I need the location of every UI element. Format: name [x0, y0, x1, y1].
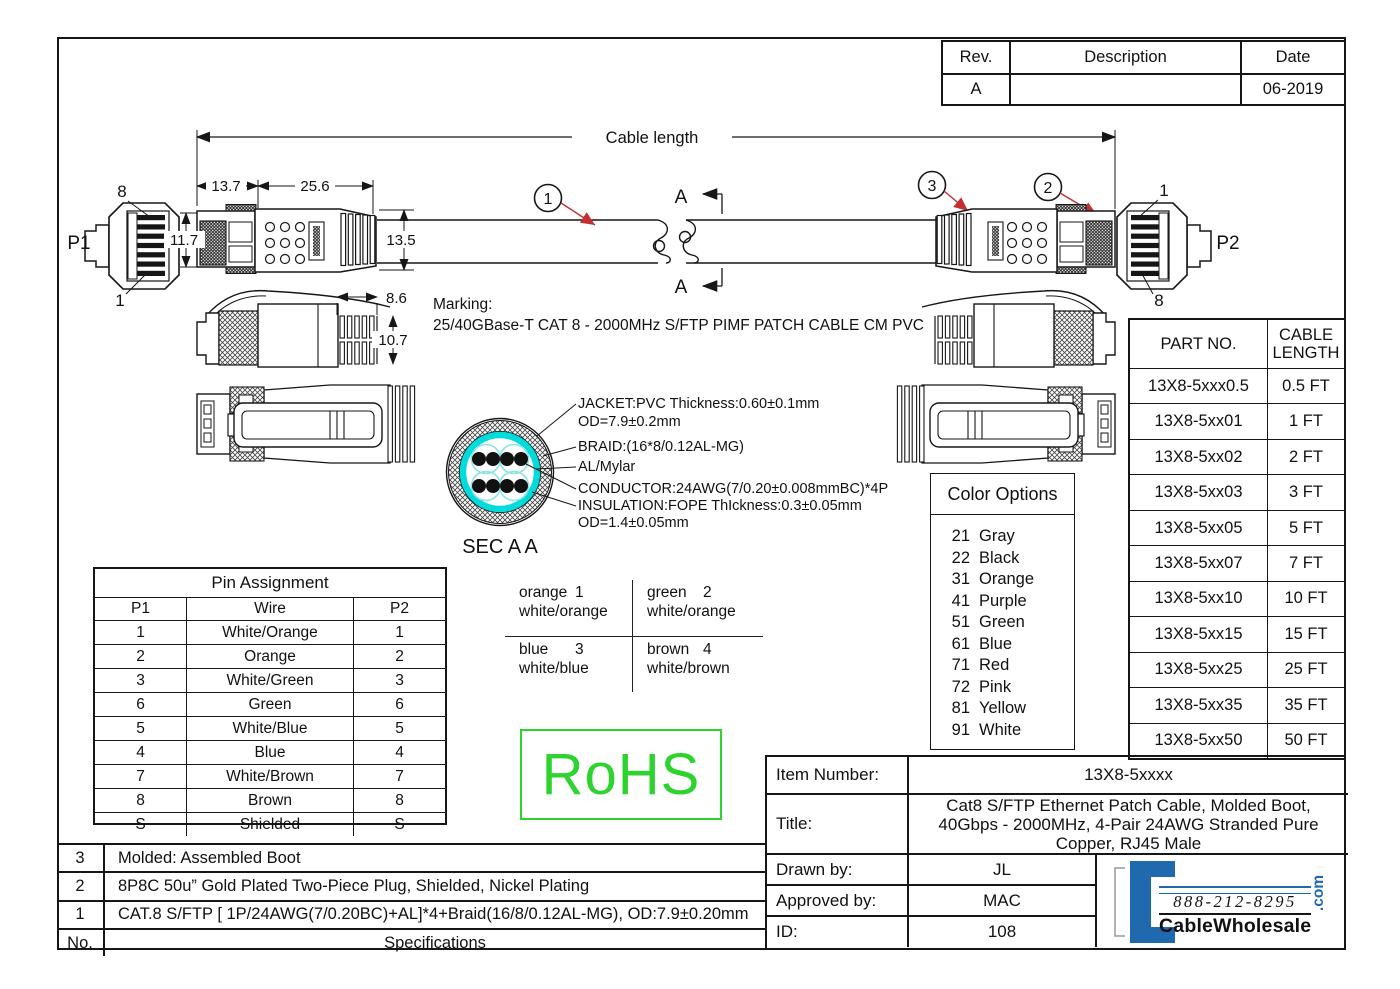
pin-row: [95, 693, 445, 717]
part-number-cell: 13X8-5xx10: [1130, 581, 1268, 616]
cable-length-cell: 1 FT: [1268, 403, 1344, 438]
pin-assignment-body: [95, 621, 445, 836]
pin-row: [95, 813, 445, 836]
color-option-name: Gray: [979, 527, 1015, 546]
dim-11-7: 11.7: [169, 232, 199, 249]
boot-bottom-view-left: [197, 385, 415, 463]
pin-cell: 2: [354, 645, 445, 669]
cable-length-dimension: [197, 127, 1115, 209]
color-option-code: 22: [951, 548, 970, 567]
color-option: [948, 634, 1074, 656]
section-a-top: A: [674, 187, 688, 208]
pin-cell: Shielded: [187, 813, 354, 836]
pin-cell: 7: [354, 765, 445, 789]
shield-ring: [463, 435, 537, 509]
p1-column-header: P1: [95, 598, 187, 621]
cablewholesale-logo: [1097, 855, 1348, 947]
spec-description: 8P8C 50u” Gold Plated Two-Piece Plug, Shielded, Nickel Plating: [118, 876, 590, 895]
pin-cell: White/Brown: [187, 765, 354, 789]
spec-number: No.: [57, 930, 105, 956]
id-label: ID:: [767, 915, 907, 947]
item-number-value: 13X8-5xxxx: [907, 757, 1348, 793]
pin-row: [95, 789, 445, 813]
wire-pair-color: brown: [647, 641, 690, 658]
wire-pair-color: orange: [519, 584, 568, 601]
part-number-cell: 13X8-5xx35: [1130, 687, 1268, 722]
logo-name: CableWholesale: [1159, 915, 1312, 937]
color-options-title: Color Options: [931, 474, 1074, 515]
cable-length-cell: 3 FT: [1268, 474, 1344, 509]
wire-pair-mate: white/orange: [647, 603, 736, 620]
date-header: Date: [1240, 42, 1344, 73]
cable-length-header: CABLE LENGTH: [1272, 326, 1340, 362]
pin-cell: 4: [95, 741, 187, 765]
spec-row: [57, 902, 765, 930]
marking: [433, 296, 924, 334]
date-value: 06-2019: [1240, 73, 1344, 104]
pin-cell: White/Orange: [187, 621, 354, 645]
color-option: [948, 677, 1074, 699]
pin-cell: 4: [354, 741, 445, 765]
cross-section-callouts: [526, 396, 888, 531]
dim-8-6: 8.6: [386, 290, 407, 307]
pin-cell: S: [95, 813, 187, 836]
pin-row: [95, 669, 445, 693]
pin-row: [95, 765, 445, 789]
color-option-code: 81: [951, 699, 970, 718]
part-number-cell: 13X8-5xx25: [1130, 652, 1268, 687]
spec-description: Molded: Assembled Boot: [118, 848, 301, 867]
callout-jacket: JACKET:PVC Thickness:0.60±0.1mm: [578, 396, 820, 412]
part-number-cell: 13X8-5xx07: [1130, 545, 1268, 580]
color-option-code: 71: [951, 656, 970, 675]
description-value: [1009, 73, 1240, 104]
cable-length-cell: 5 FT: [1268, 510, 1344, 545]
wire-pair-mate: white/brown: [647, 660, 730, 677]
cable-length-cell: 50 FT: [1268, 723, 1344, 758]
approved-by-label: Approved by:: [767, 884, 907, 915]
color-option-name: Purple: [979, 591, 1027, 610]
logo-tld: .com: [1310, 874, 1327, 912]
pin-cell: 2: [95, 645, 187, 669]
callout-insulation-od: OD=1.4±0.05mm: [578, 515, 689, 531]
wire-pair-line1: [647, 583, 763, 602]
cable-length-label: Cable length: [605, 129, 699, 147]
wire-pair-cell: [505, 580, 632, 636]
cable-cross-section: [447, 419, 554, 559]
pin-cell: 1: [95, 621, 187, 645]
wire-pair-number: 2: [703, 584, 712, 601]
wire-pair-mate: white/blue: [519, 660, 589, 677]
balloon-2: 2: [1043, 180, 1053, 197]
pin-cell: White/Blue: [187, 717, 354, 741]
color-option: [948, 655, 1074, 677]
p2-label: P2: [1216, 233, 1240, 254]
specifications-table: [57, 843, 765, 950]
wire-pair-color: green: [647, 584, 687, 601]
part-number-cell: 13X8-5xx05: [1130, 510, 1268, 545]
rev-value: A: [943, 73, 1009, 104]
title-label: Title:: [767, 793, 907, 853]
wire-pair-number: 3: [575, 641, 584, 658]
pin-cell: 6: [354, 693, 445, 717]
p2-pin1-label: 1: [1159, 181, 1169, 200]
part-number-cell: 13X8-5xx50: [1130, 723, 1268, 758]
drawn-by-label: Drawn by:: [767, 853, 907, 884]
color-option: [948, 612, 1074, 634]
callout-al-mylar: AL/Mylar: [578, 459, 636, 475]
p2-column-header: P2: [354, 598, 445, 621]
boot-bottom-view-right: [897, 385, 1115, 463]
cable-length-cell: 2 FT: [1268, 439, 1344, 474]
spec-row: [57, 930, 765, 956]
part-number-table: [1128, 318, 1346, 760]
pin-cell: 7: [95, 765, 187, 789]
spec-description: Specifications: [384, 933, 486, 952]
description-header: Description: [1009, 42, 1240, 73]
color-option-name: Black: [979, 548, 1020, 567]
part-number-cell: 13X8-5xx01: [1130, 403, 1268, 438]
pin-cell: 1: [354, 621, 445, 645]
pin-cell: S: [394, 815, 405, 833]
cable-length-cell: 25 FT: [1268, 652, 1344, 687]
wire-pair-number: 4: [703, 641, 712, 658]
part-number-cell: 13X8-5xx15: [1130, 616, 1268, 651]
dim-10-7: 10.7: [378, 332, 408, 349]
part-number-cell: 13X8-5xx03: [1130, 474, 1268, 509]
p1-label: P1: [67, 233, 91, 254]
spec-number: 1: [57, 902, 105, 928]
logo-phone: 888-212-8295: [1159, 892, 1311, 915]
pin-cell: 3: [354, 669, 445, 693]
section-marks: [675, 187, 722, 298]
p2-pin8-label: 8: [1154, 291, 1164, 310]
p1-side-view: [197, 205, 376, 274]
callout-braid: BRAID:(16*8/0.12AL-MG): [578, 439, 745, 455]
pin-cell: Green: [187, 693, 354, 717]
drawn-by-value: JL: [907, 853, 1095, 884]
p1-pin8-label: 8: [117, 182, 127, 201]
id-value: 108: [907, 915, 1095, 947]
color-option-code: 31: [951, 570, 970, 589]
color-option-code: 51: [951, 613, 970, 632]
wire-pair-cell: [632, 636, 763, 692]
pin-assignment-header: [95, 598, 445, 621]
wire-pair-legend: [505, 580, 763, 692]
title-value: Cat8 S/FTP Ethernet Patch Cable, Molded Boot, 40Gbps - 2000MHz, 4-Pair 24AWG Stranded Pure Copper, RJ45 Male: [907, 793, 1348, 853]
dim-25-6: 25.6: [300, 178, 330, 195]
spec-row: [57, 873, 765, 901]
wire-pair-line1: [519, 583, 632, 602]
color-option: [948, 698, 1074, 720]
approved-by-value: MAC: [907, 884, 1095, 915]
color-option-name: Yellow: [979, 699, 1027, 718]
callout-conductor: CONDUCTOR:24AWG(7/0.20±0.008mmBC)*4P: [578, 481, 889, 497]
color-option-name: Green: [979, 613, 1025, 632]
color-option: [948, 526, 1074, 548]
color-option: [948, 720, 1074, 742]
color-option-code: 91: [951, 720, 970, 739]
callout-insulation: INSULATION:FOPE ThIckness:0.3±0.05mm: [578, 498, 862, 514]
cable-length-cell: 15 FT: [1268, 616, 1344, 651]
pin-cell: Brown: [187, 789, 354, 813]
pin-assignment-table: [93, 567, 447, 833]
spec-description: CAT.8 S/FTP [ 1P/24AWG(7/0.20BC)+AL]*4+Braid(16/8/0.12AL-MG), OD:7.9±0.20mm: [118, 905, 749, 924]
color-options-list: [931, 515, 1074, 741]
cable-length-cell: 10 FT: [1268, 581, 1344, 616]
pin-cell: Blue: [187, 741, 354, 765]
part-number-cell: 13X8-5xxx0.5: [1130, 368, 1268, 403]
wire-pair-line1: [519, 640, 632, 659]
color-option-code: 61: [951, 634, 970, 653]
part-no-header: PART NO.: [1130, 320, 1268, 368]
pin-cell: 6: [95, 693, 187, 717]
cable-length-cell: 7 FT: [1268, 545, 1344, 580]
spec-row: [57, 845, 765, 873]
item-number-label: Item Number:: [776, 765, 879, 784]
p2-side-view: [936, 205, 1115, 274]
pin-row: [95, 741, 445, 765]
cable-length-cell: 0.5 FT: [1268, 368, 1344, 403]
marking-text: 25/40GBase-T CAT 8 - 2000MHz S/FTP PIMF PATCH CABLE CM PVC: [433, 317, 924, 334]
color-option-name: Blue: [979, 634, 1013, 653]
pin-cell: 5: [95, 717, 187, 741]
dim-13-7: 13.7: [211, 178, 241, 195]
title-block: [765, 755, 1346, 950]
color-option-code: 41: [951, 591, 970, 610]
section-name: SEC A A: [462, 536, 538, 558]
spec-number: 3: [57, 845, 105, 871]
color-option-name: Orange: [979, 570, 1035, 589]
color-option-code: 72: [951, 677, 970, 696]
callout-jacket-od: OD=7.9±0.2mm: [578, 414, 681, 430]
wire-pair-mate: white/orange: [519, 603, 608, 620]
wire-pair-cell: [632, 580, 763, 636]
pin-assignment-title: Pin Assignment: [95, 569, 445, 598]
rev-header: Rev.: [959, 48, 993, 66]
cable-length-cell: 35 FT: [1268, 687, 1344, 722]
p1-pin1-label: 1: [115, 291, 125, 310]
pin-cell: 8: [95, 789, 187, 813]
wire-pair-color: blue: [519, 641, 549, 658]
pin-cell: 5: [354, 717, 445, 741]
color-option-name: White: [979, 720, 1022, 739]
pin-cell: White/Green: [187, 669, 354, 693]
color-option-code: 21: [951, 527, 970, 546]
spec-number: 2: [57, 873, 105, 899]
wire-column-header: Wire: [187, 598, 354, 621]
logo-cell: [1095, 853, 1348, 947]
part-number-cell: 13X8-5xx02: [1130, 439, 1268, 474]
pin-cell: 8: [354, 789, 445, 813]
boot-side-view-left: [197, 291, 390, 367]
color-option-name: Red: [979, 656, 1010, 675]
pin-row: [95, 621, 445, 645]
pin-row: [95, 645, 445, 669]
marking-label: Marking:: [433, 296, 493, 313]
color-option: [948, 591, 1074, 613]
cable: [377, 220, 937, 263]
dim-13-5: 13.5: [386, 232, 416, 249]
pin-cell: Orange: [187, 645, 354, 669]
color-option: [948, 548, 1074, 570]
revision-table: [941, 40, 1346, 106]
wire-pair-line1: [647, 640, 763, 659]
pin-row: [95, 717, 445, 741]
color-option: [948, 569, 1074, 591]
pin-cell: 3: [95, 669, 187, 693]
section-a-bottom: A: [674, 277, 688, 298]
wire-pair-number: 1: [575, 584, 584, 601]
rohs-badge: RoHS: [520, 729, 722, 820]
p2-face-view: [1117, 203, 1211, 289]
boot-side-view-right: [922, 291, 1115, 367]
balloon-1: 1: [543, 191, 553, 208]
wire-pair-cell: [505, 636, 632, 692]
color-options-box: [930, 473, 1075, 750]
balloon-3: 3: [927, 178, 937, 195]
color-option-name: Pink: [979, 677, 1012, 696]
